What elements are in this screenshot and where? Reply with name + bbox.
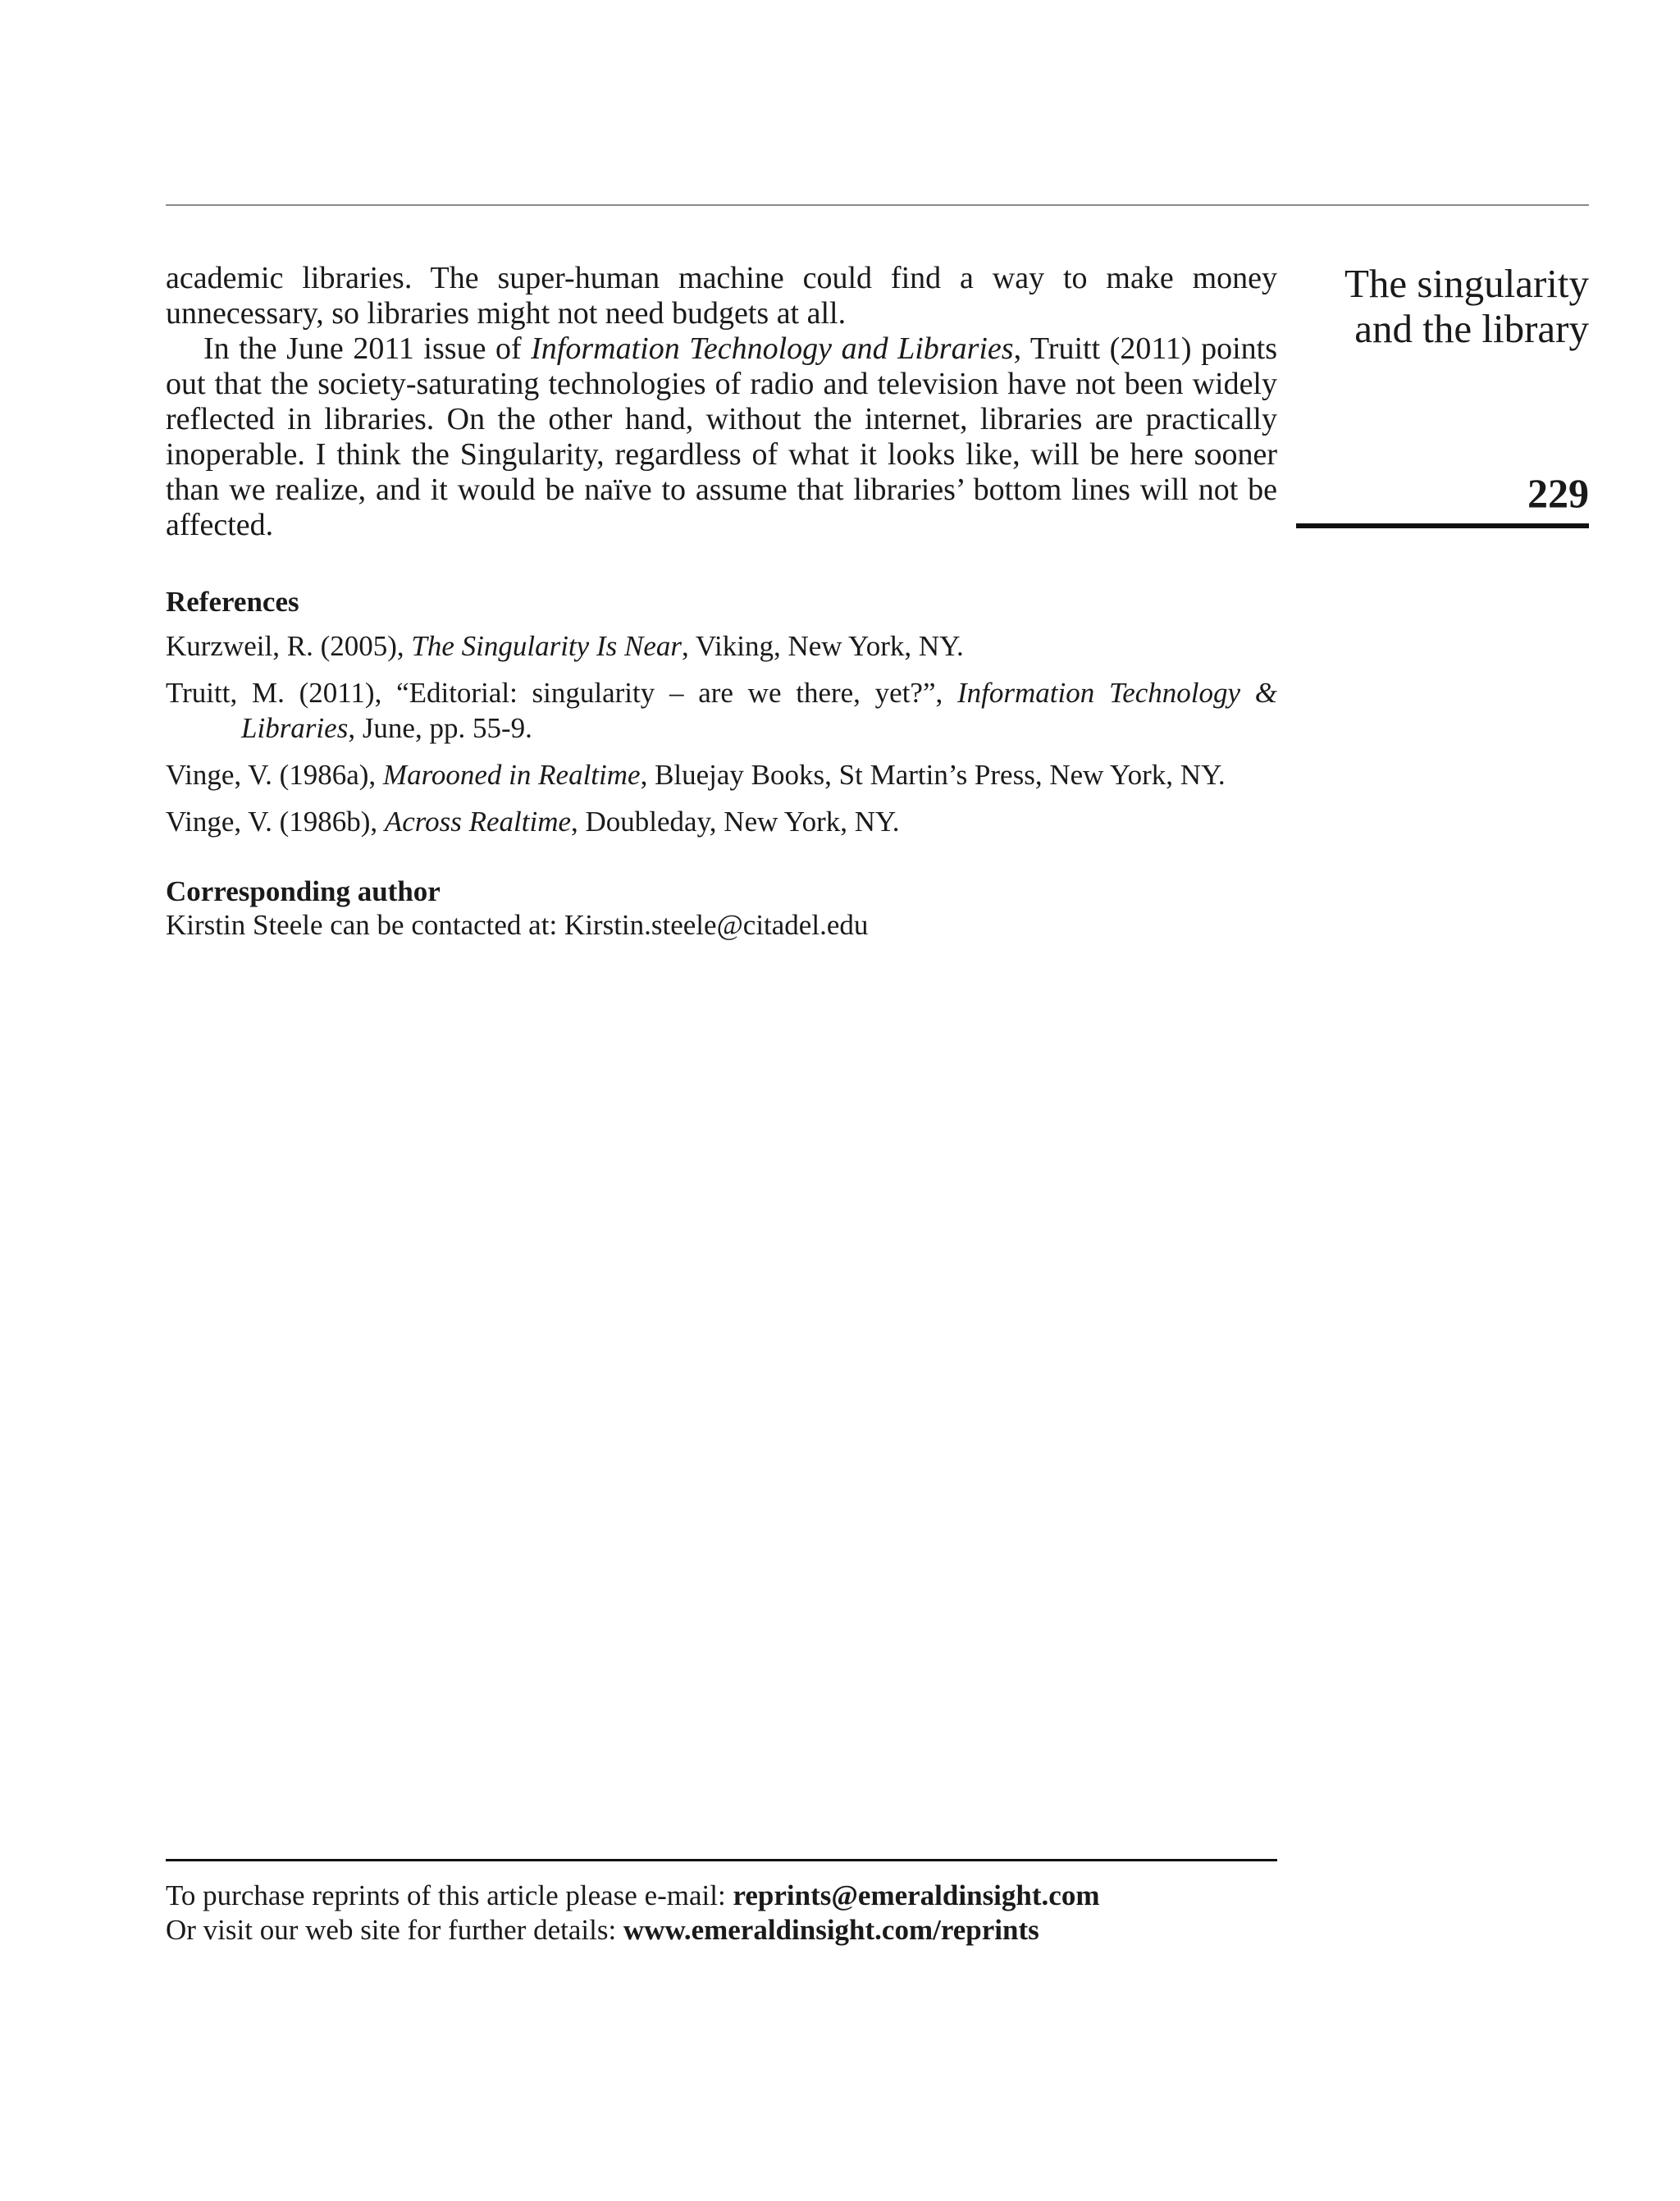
reference-details: , Doubleday, New York, NY. [571,806,900,838]
footer-text-2: Or visit our web site for further details: [166,1914,623,1946]
reprints-email-link[interactable]: reprints@emeraldinsight.com [733,1879,1100,1911]
references-heading: References [166,586,299,618]
running-title-line-2: and the library [1354,306,1589,351]
footer-text-1: To purchase reprints of this article please e-mail: [166,1879,733,1911]
running-head [1296,261,1589,516]
footer-line-1 [166,1879,1314,1913]
body-text [166,261,1277,543]
reference-title: Marooned in Realtime [382,759,641,791]
running-title-line-1: The singularity [1344,261,1589,306]
paragraph-2-rest: , Truitt (2011) points out that the society-saturating technologies of radio and television have not been widely reflected in libraries. On the other hand, without the internet, libraries are practically inoperable. I think the Singularity, regardless of what it looks like, will be here sooner than we realize, and it would be naïve to assume that libraries’ bottom lines will not be affected. [166,331,1277,542]
reference-item [166,804,1277,839]
reference-details: , Viking, New York, NY. [681,630,964,662]
reprints-website-link[interactable]: www.emeraldinsight.com/reprints [623,1914,1039,1946]
main-column [166,261,1277,943]
reference-title: Information Technology & Libraries [241,677,1278,744]
reference-author: Vinge, V. (1986b), [166,806,385,838]
paragraph-1: academic libraries. The super-human machine could find a way to make money unnecessary, so libraries might not need budgets at all. [166,261,1277,331]
reference-author: Vinge, V. (1986a), [166,759,383,791]
reference-item [166,675,1277,746]
reference-details: , Bluejay Books, St Martin’s Press, New York, NY. [640,759,1226,791]
page-number: 229 [1527,470,1589,516]
corresponding-author-heading: Corresponding author [166,875,441,907]
reference-title: The Singularity Is Near [411,630,682,662]
reference-item [166,628,1277,664]
corresponding-author-text: Kirstin Steele can be contacted at: Kirstin.steele@citadel.edu [166,909,869,941]
paragraph-2-start: In the June 2011 issue of [203,331,532,366]
page-number-rule [1296,523,1589,528]
reference-author: Kurzweil, R. (2005), [166,630,412,662]
reference-author: Truitt, M. (2011), “Editorial: singularity – are we there, yet?”, [166,677,957,709]
paragraph-2 [166,331,1277,543]
references-list [166,628,1277,839]
footer [166,1879,1314,1948]
reference-item [166,757,1277,792]
journal-title: Information Technology and Libraries [531,331,1014,366]
footer-rule [166,1859,1277,1861]
reference-title: Across Realtime [384,806,571,838]
header-rule [166,204,1589,206]
reference-details: , June, pp. 55-9. [348,712,532,744]
footer-line-2 [166,1913,1314,1948]
